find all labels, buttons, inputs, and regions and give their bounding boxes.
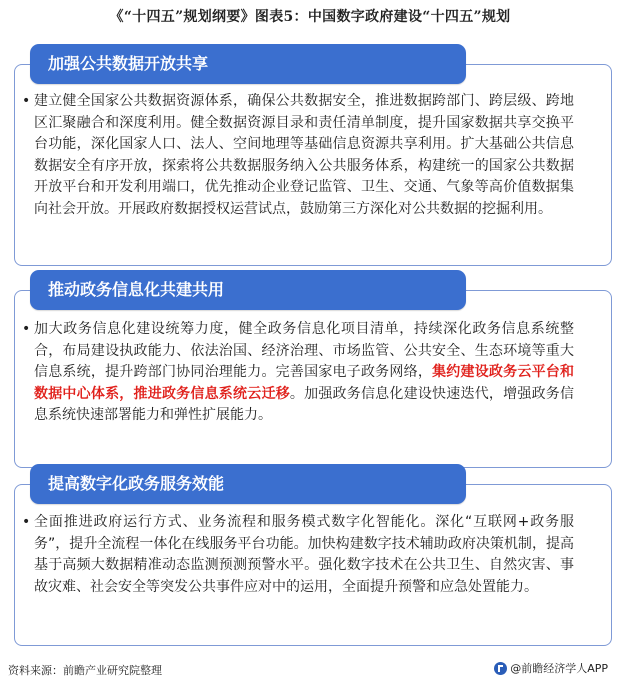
section-2-header: 推动政务信息化共建共用 bbox=[30, 270, 466, 310]
section-2-text bbox=[34, 319, 574, 427]
section-3-bullet: • bbox=[22, 514, 31, 530]
source-note: 资料来源：前瞻产业研究院整理 bbox=[8, 664, 162, 677]
section-1-text: 建立健全国家公共数据资源体系，确保公共数据安全，推进数据跨部门、跨层级、跨地区汇聚融合和深度利用。健全数据资源目录和责任清单制度，提升国家数据共享交换平台功能，深化国家人口、法人、空间地理等基础信息资源共享利用。扩大基础公共信息数据安全有序开放，探索将公共数据服务纳入公共服务体系，构建统一的国家公共数据开放平台和开发利用端口，优先推动企业登记监管、卫生、交通、气象等高价值数据集向社会开放。开展政府数据授权运营试点，鼓励第三方深化对公共数据的挖掘利用。 bbox=[34, 93, 574, 217]
section-1-bullet: • bbox=[22, 93, 31, 109]
section-2-text-highlight: 集约建设政务云平台和数据中心体系，推进政务信息系统云迁移 bbox=[34, 364, 575, 402]
brand-credit bbox=[494, 660, 608, 676]
section-2-text-before: 加大政务信息化建设统筹力度，健全政务信息化项目清单，持续深化政务信息系统整合，布局建设执政能力、依法治国、经济治理、市场监管、公共安全、生态环境等重大信息系统，提升跨部门协同治理能力。完善国家电子政务网络， bbox=[34, 321, 574, 381]
brand-logo-icon bbox=[494, 662, 507, 675]
brand-credit-text: @前瞻经济学人APP bbox=[510, 662, 608, 675]
section-2-bullet: • bbox=[22, 321, 31, 337]
page-title: 《“十四五”规划纲要》图表5：中国数字政府建设“十四五”规划 bbox=[109, 9, 511, 25]
section-2-text-after: 。加强政务信息化建设快速迭代，增强政务信息系统快速部署能力和弹性扩展能力。 bbox=[34, 385, 574, 424]
section-1-header: 加强公共数据开放共享 bbox=[30, 44, 466, 84]
section-3-text: 全面推进政府运行方式、业务流程和服务模式数字化智能化。深化“互联网+政务服务”，提升全流程一体化在线服务平台功能。加快构建数字技术辅助政府决策机制，提高基于高频大数据精准动态监测预测预警水平。强化数字技术在公共卫生、自然灾害、事故灾难、社会安全等突发公共事件应对中的运用，全面提升预警和应急处置能力。 bbox=[34, 514, 574, 595]
section-3-header: 提高数字化政务服务效能 bbox=[30, 464, 466, 504]
